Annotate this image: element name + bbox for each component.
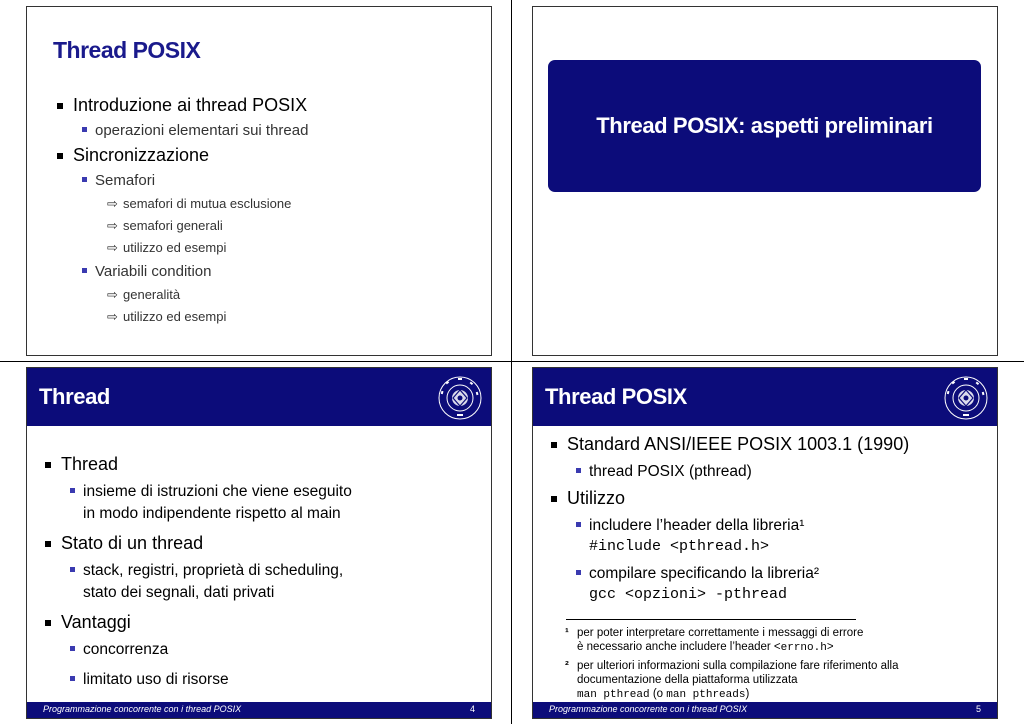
list-item: Vantaggi: [43, 612, 481, 633]
list-item: Thread: [43, 454, 481, 475]
code-compile: gcc <opzioni> -pthread: [589, 586, 788, 603]
arrow-icon: ⇨: [107, 309, 118, 324]
list-subitem: concorrenza: [43, 639, 481, 661]
code-include: #include <pthread.h>: [589, 538, 770, 555]
list-subsubitem: ⇨ generalità: [107, 287, 181, 302]
banner-title: Thread POSIX: aspetti preliminari: [596, 113, 933, 138]
footer-text: Programmazione concorrente con i thread POSIX: [549, 704, 748, 714]
list-subitem: thread POSIX (pthread): [549, 461, 987, 482]
arrow-icon: ⇨: [107, 240, 118, 255]
arrow-icon: ⇨: [107, 287, 118, 302]
slide-footer: [533, 702, 997, 718]
footnote-1: ¹ per poter interpretare correttamente i messaggi di errore è necessario anche includere l’header <errno.h>: [565, 627, 864, 654]
list-item: Utilizzo: [549, 488, 987, 509]
page-divider-horizontal: [0, 361, 1024, 362]
list-item: Sincronizzazione: [55, 145, 481, 166]
list-subitem: stack, registri, proprietà di scheduling, stato dei segnali, dati privati: [43, 560, 481, 604]
list-subitem: compilare specificando la libreria²: [549, 563, 987, 584]
list-subsubitem: ⇨ semafori di mutua esclusione: [107, 196, 292, 211]
list-item: Stato di un thread: [43, 533, 481, 554]
list-subsubitem: ⇨ utilizzo ed esempi: [107, 309, 227, 324]
footnotes: [565, 626, 985, 706]
list-subitem: Semafori: [55, 170, 481, 191]
university-seal-icon: [437, 375, 483, 421]
university-seal-icon: [943, 375, 989, 421]
list-subitem: Variabili condition: [55, 261, 481, 282]
footnote-2: ² per ulteriori informazioni sulla compilazione fare riferimento alla documentazione della piattaforma utilizzata man pthread (o man pthreads): [565, 660, 899, 701]
list-item: Standard ANSI/IEEE POSIX 1003.1 (1990): [549, 434, 987, 455]
slide-4: [532, 367, 998, 719]
slide-header: [27, 368, 491, 426]
outline-list: [55, 95, 481, 330]
footer-text: Programmazione concorrente con i thread POSIX: [43, 704, 242, 714]
page-divider-vertical: [511, 0, 512, 724]
slide-2: [532, 6, 998, 356]
slide-3: [26, 367, 492, 719]
list-subitem: includere l’header della libreria¹: [549, 515, 987, 536]
list-item: Introduzione ai thread POSIX: [55, 95, 481, 116]
slide-title: Thread: [39, 384, 110, 409]
content-list: [43, 452, 481, 699]
slide-1: [26, 6, 492, 356]
arrow-icon: ⇨: [107, 218, 118, 233]
footnote-divider: [566, 619, 856, 620]
slide-footer: [27, 702, 491, 718]
section-banner: [548, 60, 981, 192]
slide-title: Thread POSIX: [53, 37, 201, 63]
page-number: 4: [469, 704, 475, 714]
list-subitem: operazioni elementari sui thread: [55, 120, 481, 141]
list-subsubitem: ⇨ semafori generali: [107, 218, 223, 233]
page-number: 5: [975, 704, 981, 714]
arrow-icon: ⇨: [107, 196, 118, 211]
slide-title: Thread POSIX: [545, 384, 687, 409]
slide-header: [533, 368, 997, 426]
list-subitem: insieme di istruzioni che viene eseguito in modo indipendente rispetto al main: [43, 481, 481, 525]
list-subsubitem: ⇨ utilizzo ed esempi: [107, 240, 227, 255]
list-subitem: limitato uso di risorse: [43, 669, 481, 691]
content-list: [549, 434, 987, 611]
